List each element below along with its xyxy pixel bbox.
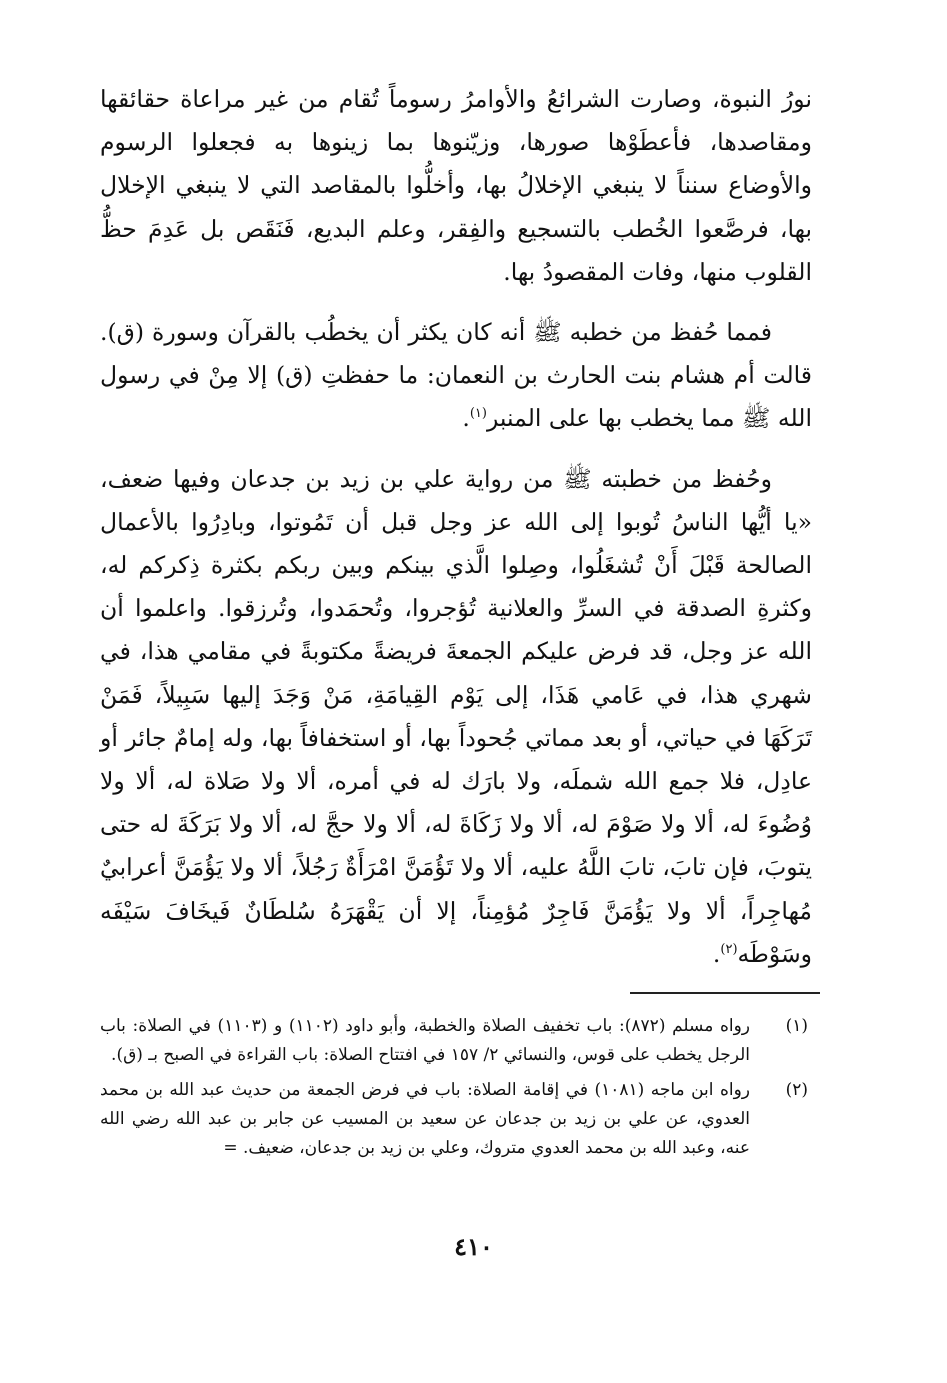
paragraph-1 bbox=[100, 78, 812, 294]
paragraph-2-text: فمما حُفظ من خطبه ﷺ أنه كان يكثر أن يخطُب بالقرآن وسورة (ق). قالت أم هشام بنت الحارث بن النعمان: ما حفظتِ (ق) إلا مِنْ في رسول الله ﷺ مما يخطب بها على المنبر bbox=[100, 318, 812, 433]
footnote-2 bbox=[100, 1076, 812, 1163]
footnote-ref-2[interactable]: (٢) bbox=[720, 942, 738, 958]
paragraph-3 bbox=[100, 458, 812, 976]
paragraph-1-text: نورُ النبوة، وصارت الشرائعُ والأوامرُ رسوماً تُقام من غير مراعاة حقائقها ومقاصدها، فأعطَوْها صورها، وزيّنوها بما زينوها به فجعلوا الرسوم والأوضاع سنناً لا ينبغي الإخلالُ بها، وأخلُّوا بالمقاصد التي لا ينبغي الإخلال بها، فرصَّعوا الخُطب بالتسجيع والفِقر، وعلم البديع، فَنَقَص بل عَدِمَ حظُّ القلوب منها، وفات المقصودُ بها. bbox=[100, 85, 812, 286]
page-number: ٤١٠ bbox=[454, 1232, 493, 1261]
paragraph-2 bbox=[100, 311, 812, 441]
main-text bbox=[100, 78, 812, 976]
footnote-1-number: (١) bbox=[785, 1016, 808, 1036]
footnote-ref-1[interactable]: (١) bbox=[469, 406, 487, 422]
footnote-2-number: (٢) bbox=[785, 1080, 808, 1100]
footnote-separator bbox=[630, 992, 820, 994]
footnote-1-text: رواه مسلم (٨٧٢): باب تخفيف الصلاة والخطبة، وأبو داود (١١٠٢) و (١١٠٣) في الصلاة: باب الرجل يخطب على قوس، والنسائي ٢/ ١٥٧ في افتتاح الصلاة: باب القراءة في الصبح بـ (ق). bbox=[100, 1016, 751, 1065]
paragraph-3-text: وحُفظ من خطبته ﷺ من رواية علي بن زيد بن جدعان وفيها ضعف، «يا أيُّها الناسُ تُوبوا إلى الله عز وجل قبل أن تَمُوتوا، وبادِرُوا بالأعمال الصالحة قَبْلَ أَنْ تُشغَلُوا، وصِلوا الَّذي بينكم وبين ربكم بكثرة ذِكركم له، وكثرةِ الصدقة في السرِّ والعلانية تُؤجروا، وتُحمَدوا، وتُرزقوا. واعلموا أن الله عز وجل، قد فرض عليكم الجمعةَ فريضةً مكتوبةً في مقامي هذا، في شهري هذا، في عَامي هَذَا، إلى يَوْم القِيامَةِ، مَنْ وَجَدَ إليها سَبِيلاً، فَمَنْ تَرَكَهَا في حياتي، أو بعد مماتي جُحوداً بها، أو استخفافاً بها، وله إمامٌ جائر أو عادِل، فلا جمع الله شملَه، ولا بارَك له في أمره، ألا ولا صَلاة له، ألا ولا وُضُوءَ له، ألا ولا صَوْمَ له، ألا ولا زَكَاةَ له، ألا ولا حجَّ له، ألا ولا بَرَكَةَ له حتى يتوبَ، فإن تابَ، تابَ اللَّهُ عليه، ألا ولا تَؤُمَنَّ امْرَأَةٌ رَجُلاً، ألا ولا يَؤُمَنَّ أعرابيٌ مُهاجِراً، ألا ولا يَؤُمَنَّ فَاجِرٌ مُؤمِناً، إلا أن يَقْهَرَهُ سُلطَانٌ فَيخَافَ سَيْفَه وسَوْطَه bbox=[100, 464, 812, 968]
footnote-2-text: رواه ابن ماجه (١٠٨١) في إقامة الصلاة: باب في فرض الجمعة من حديث عبد الله بن محمد العدوي، عن علي بن زيد بن جدعان عن سعيد بن المسيب عن جابر بن عبد الله رضي الله عنه، وعبد الله بن محمد العدوي متروك، وعلي بن زيد بن جدعان، ضعيف. = bbox=[100, 1080, 751, 1158]
paragraph-3-tail: . bbox=[712, 939, 721, 968]
footnote-1 bbox=[100, 1012, 812, 1070]
footnotes bbox=[100, 1012, 812, 1169]
paragraph-2-tail: . bbox=[462, 404, 470, 433]
